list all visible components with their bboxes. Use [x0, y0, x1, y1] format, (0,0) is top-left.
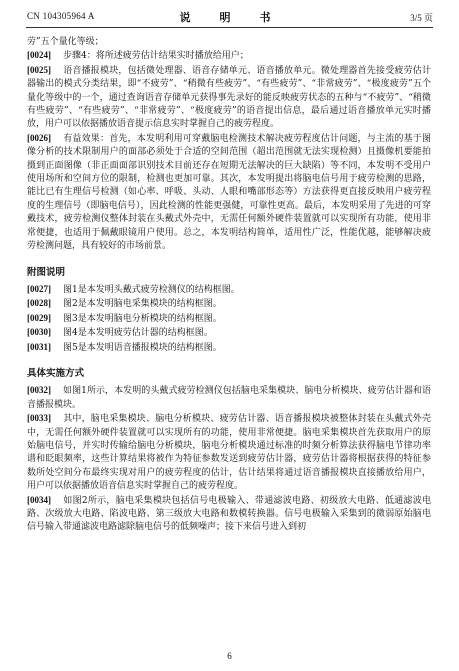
- paragraph-number: [0030]: [27, 327, 51, 338]
- paragraph: [27, 283, 431, 297]
- paragraph-text: 有益效果：首先，本发明利用可穿戴脑电检测技术解决疲劳程度估计问题，与主流的基于图像分析的技术限制用户的面部必须处于合适的空间范围（超出范围就无法实现检测）且摄像机要能拍摄到正面图像（非正面面部识别技术目前还存在短期无法解决的巨大缺陷）等不同，本发明不受用户使用场所和空间方位的限制，检测也更加可靠。其次，本发明提出将脑电信号用于疲劳检测的思路，能比已有生理信号检测（如心率、呼吸、头动、人眼和嘴部形态等）方法获得更直接反映用户疲劳程度的生理信号（即脑电信号），因此检测的性能更强健，可靠性更高。最后，本发明采用了先进的可穿戴技术，疲劳检测仪整体封装在头戴式外壳中，无需任何额外硬件装置就可以实现所有功能，使用非常便捷，也适用于佩戴眼镜用户使用。总之，本发明结构简单，适用性广泛，性能优越，能够解决疲劳检测问题，具有较好的市场前景。: [27, 133, 431, 252]
- paragraph-text: 其中，脑电采集模块、脑电分析模块、疲劳估计器、语音播报模块被整体封装在头戴式外壳中，无需任何额外硬件装置就可以实现所有的功能，使用非常便捷。脑电采集模块首先获取用户的原始脑电信号，并实时传输给脑电分析模块，脑电分析模块通过标准的时频分析算法获得脑电节律功率谱和眨眼频率，这些计算结果将被作为特征参数发送到疲劳估计器，疲劳估计器将根据获得的特征参数所处空间分布最终实现对用户的疲劳程度的估计，估计结果将通过语音播报模块直接播放给用户，用户可以依据播放语音信息实时掌握自己的疲劳程度。: [27, 414, 431, 492]
- document-title: 说 明 书: [179, 11, 280, 24]
- paragraph-text: 如图2所示，脑电采集模块包括信号电极输入、带通滤波电路、初级放大电路、低通滤波电路、次级放大电路、陷波电路、第三级放大电路和数模转换器。信号电极输入采集到的微弱原始脑电信号输入带通滤波电路滤除脑电信号的低频噪声；接下来信号进入到初: [27, 495, 431, 533]
- paragraph: [27, 297, 431, 311]
- paragraph-text: 图2是本发明脑电采集模块的结构框图。: [63, 299, 222, 310]
- header-divider: [26, 27, 433, 28]
- paragraph-number: [0033]: [27, 413, 51, 424]
- paragraph: [27, 341, 431, 355]
- paragraph: [27, 384, 431, 412]
- paragraph-text: 图4是本发明疲劳估计器的结构框图。: [63, 328, 213, 339]
- paragraph-text: 劳”五个量化等级；: [27, 37, 104, 47]
- paragraph: [27, 494, 431, 535]
- paragraph-number: [0029]: [27, 312, 51, 323]
- paragraph: [27, 49, 431, 63]
- paragraph: [27, 64, 431, 132]
- document-body: [27, 36, 431, 535]
- document-number: CN 104305964 A: [27, 11, 95, 21]
- section-heading-figures: 附图说明: [27, 266, 66, 278]
- paragraph-number: [0031]: [27, 341, 51, 352]
- paragraph-number: [0025]: [27, 64, 51, 75]
- page-counter: 3/5 页: [410, 13, 433, 23]
- page-number: 6: [227, 651, 232, 661]
- paragraph: [27, 412, 431, 493]
- paragraph: [27, 312, 431, 326]
- paragraph-text: 图5是本发明语音播报模块的结构框图。: [63, 342, 222, 353]
- paragraph-text: 步骤4：将所述疲劳估计结果实时播放给用户；: [63, 51, 249, 62]
- paragraph-text: 如图1所示，本发明的头戴式疲劳检测仪包括脑电采集模块、脑电分析模块、疲劳估计器和语音播报模块。: [27, 386, 431, 410]
- paragraph-text: 图3是本发明脑电分析模块的结构框图。: [63, 313, 222, 324]
- page-header: [0, 9, 459, 23]
- section-heading-embodiment: 具体实施方式: [27, 367, 85, 379]
- paragraph-text: 语音播报模块，包括微处理器、语音存储单元、语音播放单元。微处理器首先接受疲劳估计器输出的模式分类结果，即“不疲劳”、“稍微有些疲劳”、“有些疲劳”、“非常疲劳”、“极度疲劳”五个量化等级中的一个，通过查询语音存储单元获得事先录好的能反映疲劳状态的五种与“不疲劳”、“稍微有些疲劳”、“有些疲劳”、“非常疲劳”、“极度疲劳”的语音提出信息，最后通过语音播放单元实时播放，用户可以依据播放语音提示信息实时掌握自己的疲劳程度。: [27, 65, 431, 130]
- paragraph-continuation: [27, 36, 431, 49]
- paragraph-text: 图1是本发明头戴式疲劳检测仪的结构框图。: [63, 284, 240, 295]
- paragraph: [27, 326, 431, 340]
- paragraph-number: [0028]: [27, 298, 51, 309]
- paragraph-number: [0027]: [27, 283, 51, 294]
- paragraph-number: [0034]: [27, 494, 51, 505]
- paragraph: [27, 132, 431, 254]
- paragraph-number: [0032]: [27, 385, 51, 396]
- paragraph-number: [0026]: [27, 132, 51, 143]
- paragraph-number: [0024]: [27, 50, 51, 61]
